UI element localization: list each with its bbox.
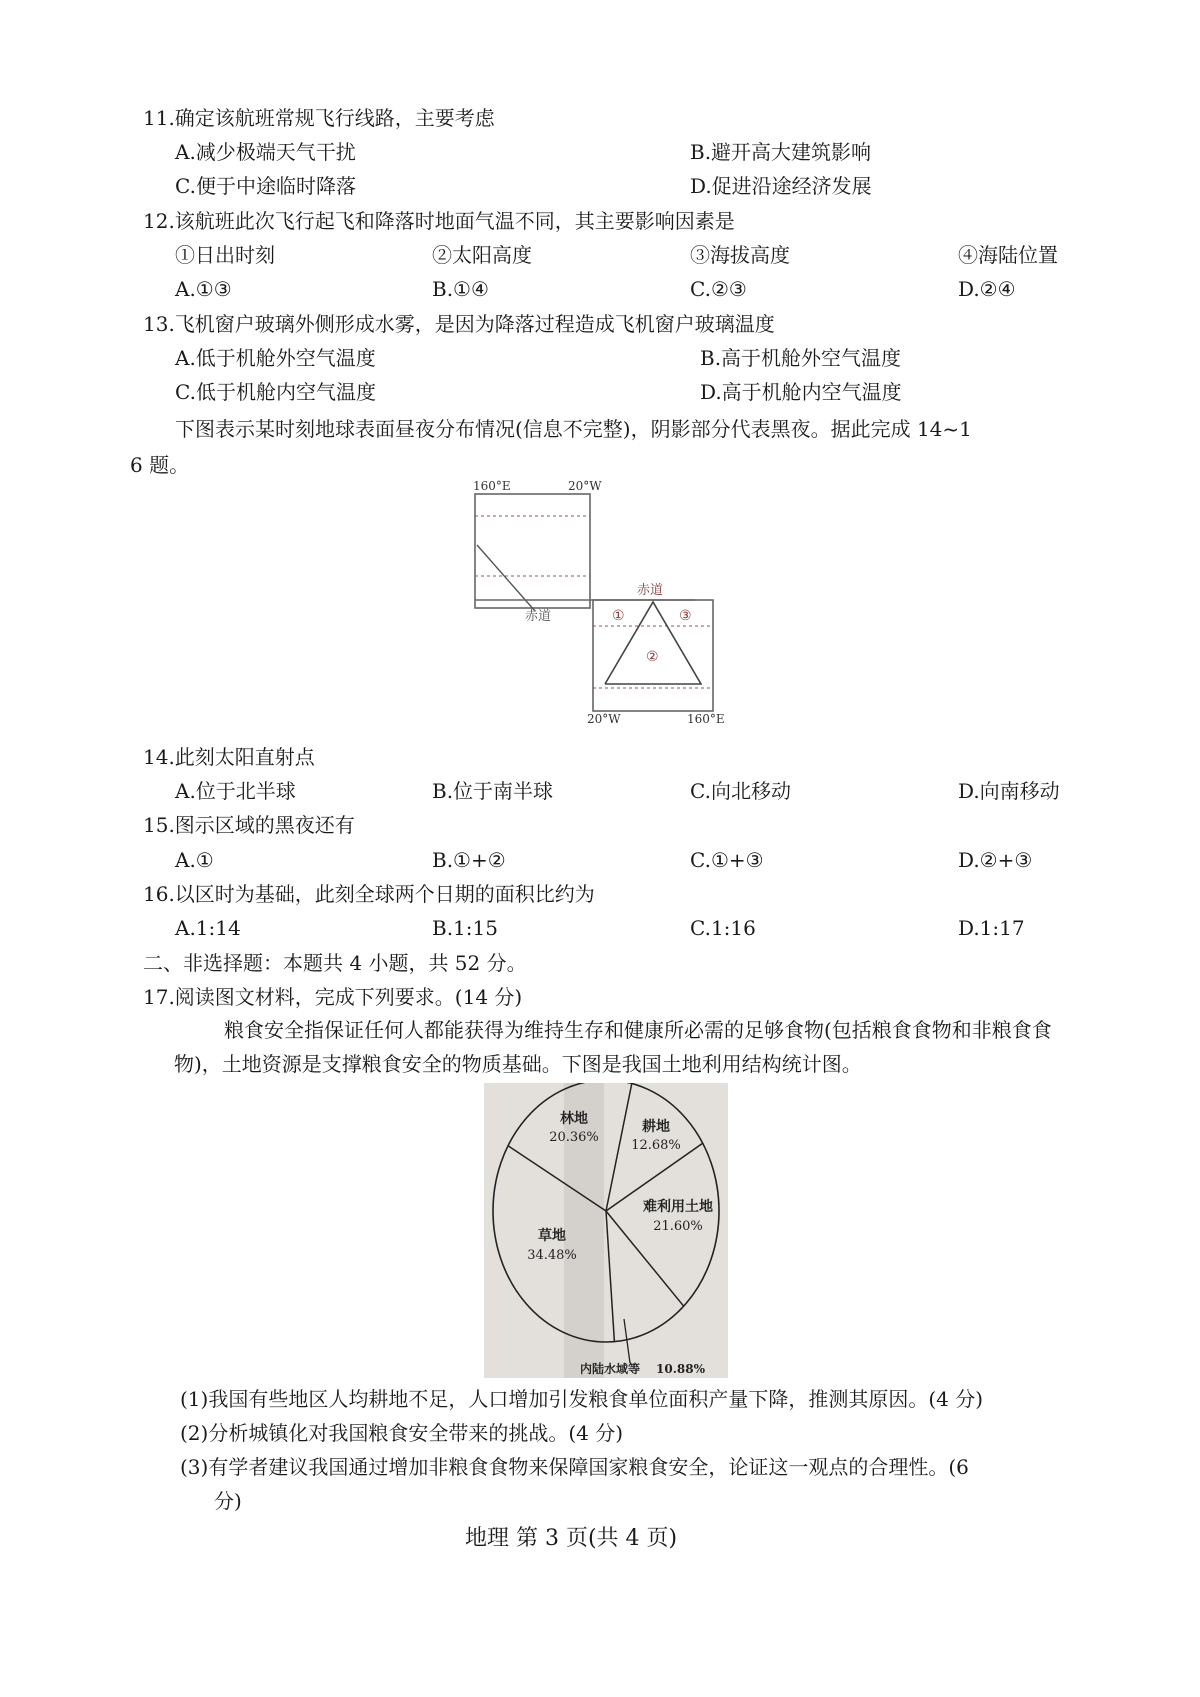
q13-option-c: C.低于机舱内空气温度 xyxy=(175,380,376,404)
pie-photo-fold xyxy=(564,1083,604,1378)
q14-option-b: B.位于南半球 xyxy=(432,779,554,803)
q12-item-3: ③海拔高度 xyxy=(690,243,790,267)
q14-16-intro-line1: 下图表示某时刻地球表面昼夜分布情况(信息不完整)，阴影部分代表黑夜。据此完成 14~1 xyxy=(175,417,972,441)
pie-label-farmland: 耕地 xyxy=(642,1119,670,1135)
q13-stem: 13.飞机窗户玻璃外侧形成水雾，是因为降落过程造成飞机窗户玻璃温度 xyxy=(143,312,775,336)
q11-option-d: D.促进沿途经济发展 xyxy=(690,174,872,198)
q15-option-a: A.① xyxy=(175,848,214,872)
q12-option-a: A.①③ xyxy=(175,277,232,301)
diagram-region-3: ③ xyxy=(679,608,692,624)
q14-option-c: C.向北移动 xyxy=(690,779,791,803)
pie-label-unusable: 难利用土地 xyxy=(643,1199,713,1215)
q16-option-b: B.1:15 xyxy=(432,916,498,940)
diagram-region-2: ② xyxy=(646,649,659,665)
q13-option-b: B.高于机舱外空气温度 xyxy=(700,346,902,370)
page-footer: 地理 第 3 页(共 4 页) xyxy=(465,1526,678,1551)
q15-option-b: B.①+② xyxy=(432,848,506,872)
q17-sub3-line2: 分) xyxy=(214,1489,242,1513)
q12-option-d: D.②④ xyxy=(958,277,1016,301)
pie-value-farmland: 12.68% xyxy=(631,1138,681,1153)
q16-option-a: A.1:14 xyxy=(175,916,241,940)
q16-option-d: D.1:17 xyxy=(958,916,1025,940)
pie-svg xyxy=(484,1083,728,1378)
diagram-top-terminator xyxy=(477,545,535,611)
q11-option-a: A.减少极端天气干扰 xyxy=(175,140,356,164)
land-use-pie-chart xyxy=(484,1083,728,1378)
pie-slice-boundary-5 xyxy=(606,1211,614,1342)
q14-stem: 14.此刻太阳直射点 xyxy=(143,745,315,769)
q12-item-1: ①日出时刻 xyxy=(175,243,275,267)
q17-sub3-line1: (3)有学者建议我国通过增加非粮食食物来保障国家粮食安全，论证这一观点的合理性。(6 xyxy=(180,1455,969,1479)
q12-item-4: ④海陆位置 xyxy=(958,243,1058,267)
diagram-label-top-left: 160°E xyxy=(473,479,511,493)
pie-value-grassland: 34.48% xyxy=(527,1248,577,1263)
pie-label-water: 内陆水域等 xyxy=(580,1362,641,1376)
q13-option-d: D.高于机舱内空气温度 xyxy=(700,380,902,404)
diagram-label-bottom-right: 160°E xyxy=(687,712,725,723)
q15-option-d: D.②+③ xyxy=(958,848,1033,872)
diagram-label-bottom-left: 20°W xyxy=(587,712,621,723)
pie-label-forest: 林地 xyxy=(560,1111,588,1127)
q12-option-c: C.②③ xyxy=(690,277,747,301)
q13-option-a: A.低于机舱外空气温度 xyxy=(175,346,376,370)
pie-slice-boundary-2 xyxy=(606,1084,632,1212)
pie-leader-water xyxy=(624,1319,630,1363)
q14-option-a: A.位于北半球 xyxy=(175,779,296,803)
q11-option-b: B.避开高大建筑影响 xyxy=(690,140,872,164)
diagram-label-top-right: 20°W xyxy=(568,479,602,493)
q12-item-2: ②太阳高度 xyxy=(432,243,532,267)
q12-stem: 12.该航班此次飞行起飞和降落时地面气温不同，其主要影响因素是 xyxy=(143,209,735,233)
day-night-diagram xyxy=(455,478,755,723)
q17-material: 粮食安全指保证任何人都能获得为维持生存和健康所必需的足够食物(包括粮食食物和非粮食食物)，土地资源是支撑粮食安全的物质基础。下图是我国土地利用结构统计图。 xyxy=(174,1018,1052,1076)
pie-value-unusable: 21.60% xyxy=(653,1219,703,1234)
diagram-equator-right: 赤道 xyxy=(637,583,664,598)
pie-value-forest: 20.36% xyxy=(549,1130,599,1145)
diagram-region-1: ① xyxy=(612,608,625,624)
q17-sub1: (1)我国有些地区人均耕地不足，人口增加引发粮食单位面积产量下降，推测其原因。(4 分) xyxy=(180,1387,984,1411)
q17-sub2: (2)分析城镇化对我国粮食安全带来的挑战。(4 分) xyxy=(180,1421,624,1445)
diagram-equator-left: 赤道 xyxy=(525,609,552,624)
q15-option-c: C.①+③ xyxy=(690,848,764,872)
section2-title: 二、非选择题：本题共 4 小题，共 52 分。 xyxy=(143,951,527,975)
q16-stem: 16.以区时为基础，此刻全球两个日期的面积比约为 xyxy=(143,882,595,906)
q16-option-c: C.1:16 xyxy=(690,916,756,940)
q12-option-b: B.①④ xyxy=(432,277,489,301)
q11-stem: 11.确定该航班常规飞行线路，主要考虑 xyxy=(143,106,495,130)
q14-option-d: D.向南移动 xyxy=(958,779,1060,803)
q14-16-intro-line2: 6 题。 xyxy=(130,453,190,477)
q11-option-c: C.便于中途临时降落 xyxy=(175,174,356,198)
diagram-top-rect xyxy=(475,494,590,608)
q15-stem: 15.图示区域的黑夜还有 xyxy=(143,813,355,837)
pie-value-water: 10.88% xyxy=(656,1362,705,1376)
pie-label-grassland: 草地 xyxy=(538,1228,566,1244)
q17-stem: 17.阅读图文材料，完成下列要求。(14 分) xyxy=(143,985,523,1009)
